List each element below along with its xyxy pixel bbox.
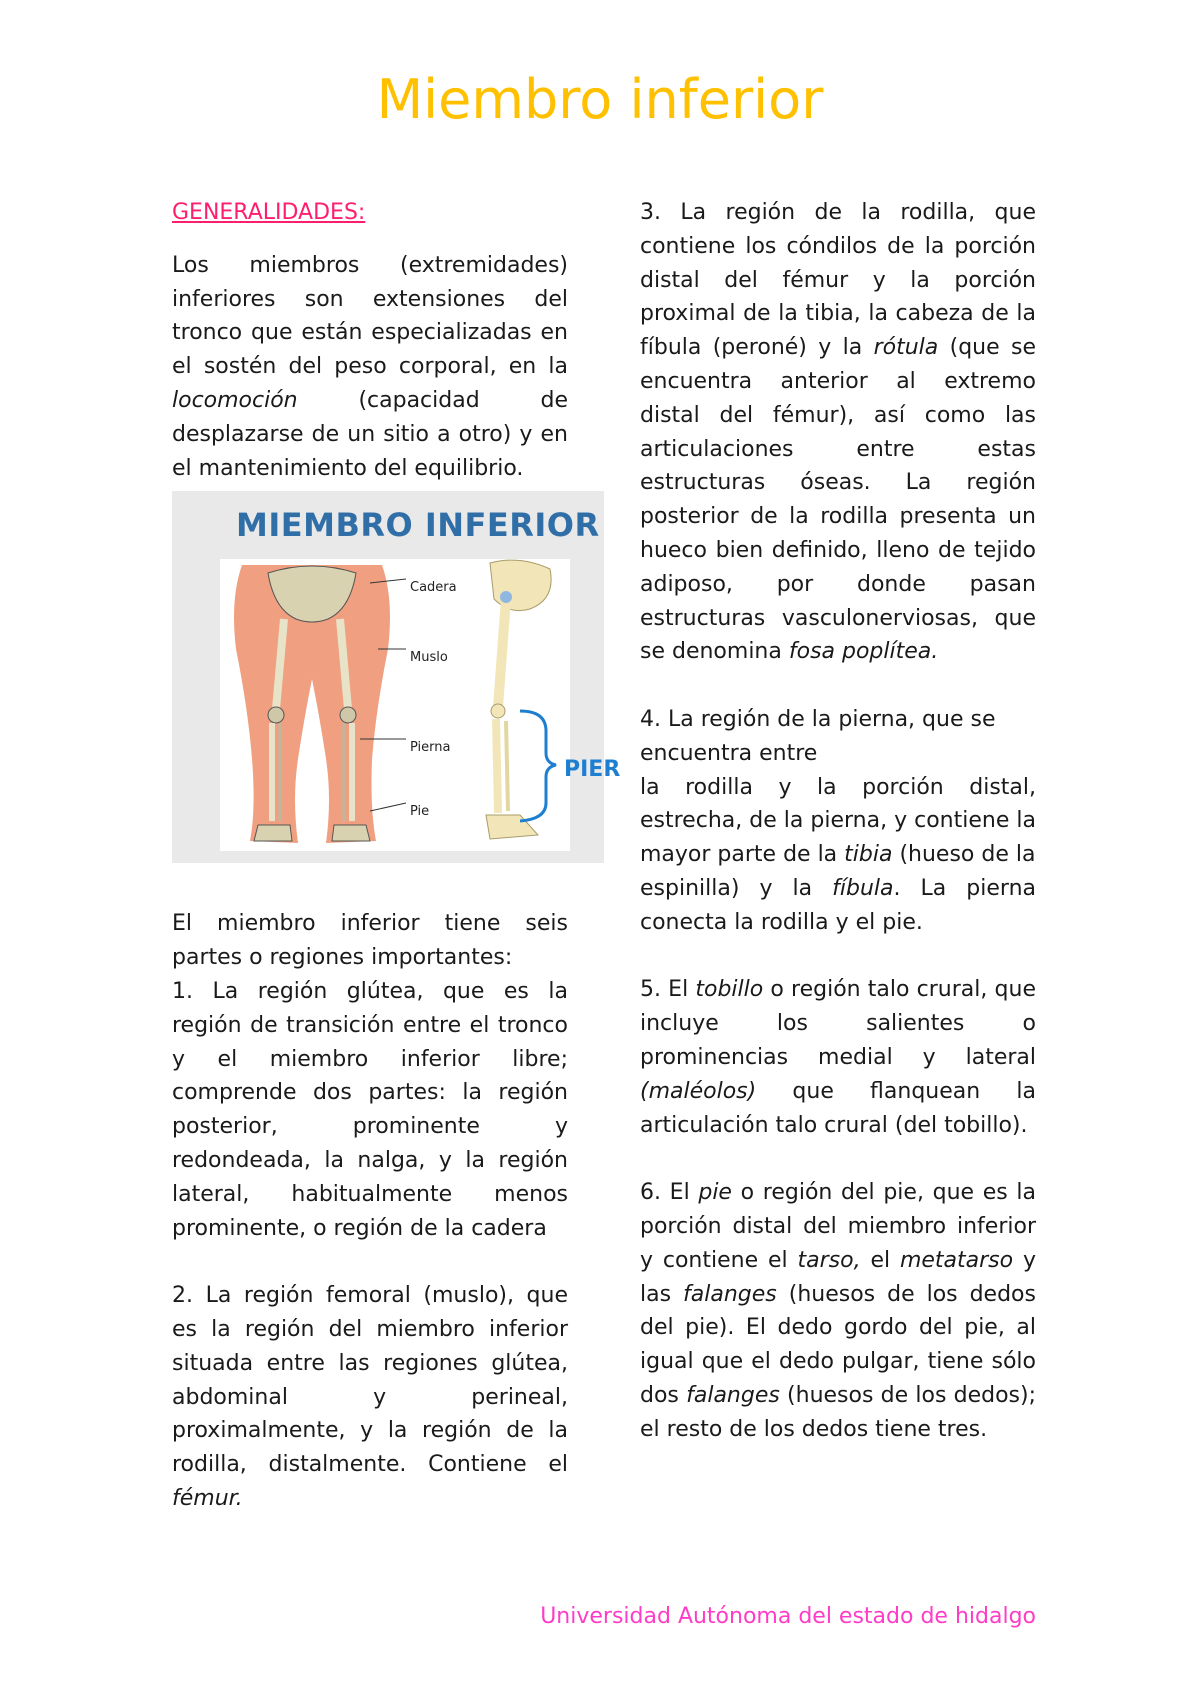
item3-text-a: 3. La región de la rodilla, que contiene los cóndilos de la porción distal del fémur y la porción proximal de la tibia, la cabeza de la fíbula (peroné) y la: [640, 200, 1036, 361]
regions-intro: El miembro inferior tiene seis partes o regiones importantes:: [172, 911, 568, 971]
right-column: [640, 196, 1036, 1446]
item6-text-c: o región del pie, que es la porción distal del miembro inferior y contiene el: [640, 1180, 1036, 1273]
lower-limb-illustration: [172, 491, 621, 863]
item5-text-a: 5. El: [640, 977, 696, 1003]
side-pelvis: [490, 560, 551, 611]
item6-falanges-2: falanges: [686, 1382, 780, 1408]
item6-text-i: (huesos de los dedos del pie). El dedo gordo del pie, al igual que el dedo pulgar, tiene sólo dos: [640, 1281, 1036, 1408]
item4-text-c: espinilla) y la: [640, 875, 833, 901]
label-pie: Pie: [410, 804, 430, 820]
figure-title: MIEMBRO INFERIOR: [236, 506, 600, 545]
item4-text: la rodilla y la porción distal, estrecha, de la pierna, y contiene la mayor parte de la: [640, 774, 1036, 868]
region-item-6: [640, 1176, 1036, 1446]
item5-tobillo: tobillo: [695, 977, 764, 1003]
item3-fosa-poplitea: fosa poplítea.: [788, 639, 939, 665]
item6-text-g: y las: [640, 1247, 1036, 1307]
item4-text-b: (hueso de la: [892, 842, 1036, 868]
item4-tibia: tibia: [844, 842, 893, 868]
item5-text-c: o región talo crural, que incluye los salientes o prominencias medial y lateral: [640, 977, 1037, 1070]
item3-text-c: (que se encuentra anterior al extremo distal del fémur), así como las articulaciones entre estas estructuras óseas. La región posterior de la rodilla presenta un hueco bien definido, lleno de tejido adiposo, por donde pasan estructuras vasculonerviosas, que se denomina: [640, 335, 1036, 665]
item4-fibula: fíbula: [832, 875, 894, 901]
intro-paragraph: [172, 249, 568, 486]
label-pier: PIER: [564, 757, 621, 783]
item6-pie: pie: [698, 1180, 732, 1206]
leader-pie: [370, 803, 406, 811]
left-column: [172, 196, 621, 1516]
left-foot: [254, 825, 292, 841]
side-femur: [498, 599, 506, 707]
intro-text-locomocion: locomoción: [172, 387, 298, 413]
region-item-1: 1. La región glútea, que es la región de transición entre el tronco y el miembro inferior libre; comprende dos partes: la región posterior, prominente y redondeada, la nalga, y la región lateral, habitualmente menos prominente, o región de la cadera: [172, 978, 568, 1241]
intro-text-c: (capacidad de desplazarse de un sitio a otro) y en el mantenimiento del equilibrio.: [172, 387, 568, 481]
item6-falanges: falanges: [683, 1281, 777, 1307]
item5-maleolos: (maléolos): [640, 1078, 757, 1104]
page-title: Miembro inferior: [376, 68, 824, 131]
region-item-4-line1: 4. La región de la pierna, que se encuentra entre: [640, 706, 996, 766]
side-fibula: [506, 721, 508, 811]
intro-text-a: Los miembros (extremidades) inferiores son extensiones del tronco que están especializadas en el sostén del peso corporal, en la: [172, 252, 568, 380]
label-cadera: Cadera: [410, 580, 457, 596]
item4-text-d: . La pierna conecta la rodilla y el pie.: [640, 875, 1036, 935]
right-knee: [340, 707, 356, 723]
item6-text-a: 6. El: [640, 1180, 699, 1206]
item5-text-e: que flanquean la articulación talo crural (del tobillo).: [640, 1078, 1036, 1138]
region-item-3: [640, 196, 1036, 669]
side-hip-joint: [500, 591, 512, 603]
section-heading: GENERALIDADES:: [172, 200, 366, 225]
item2-text: 2. La región femoral (muslo), que es la región del miembro inferior situada entre las regiones glútea, abdominal y perineal, proximalmente, y la región de la rodilla, distalmente. Contiene el: [172, 1283, 568, 1478]
region-item-4: [640, 771, 1036, 872]
side-knee: [491, 704, 505, 718]
region-item-2: [172, 1279, 568, 1516]
region-item-5: [640, 973, 1036, 1142]
skeleton-drawing: [220, 559, 570, 851]
item3-rotula: rótula: [873, 335, 939, 361]
item6-metatarso: metatarso: [899, 1247, 1014, 1273]
region-item-4-cont: [640, 872, 1036, 940]
label-pierna: Pierna: [410, 740, 451, 756]
illustration-canvas: [220, 559, 570, 851]
left-knee: [268, 707, 284, 723]
item2-femur: fémur.: [172, 1485, 243, 1511]
side-tibia: [496, 719, 498, 813]
right-foot: [332, 825, 370, 841]
item6-tarso: tarso,: [797, 1247, 861, 1273]
pierna-bracket: [520, 711, 556, 821]
item6-text-e: el: [860, 1247, 900, 1273]
item6-text-k: (huesos de los dedos); el resto de los dedos tiene tres.: [640, 1382, 1036, 1442]
footer-institution: Universidad Autónoma del estado de hidalgo: [540, 1604, 1036, 1629]
label-muslo: Muslo: [410, 650, 448, 666]
